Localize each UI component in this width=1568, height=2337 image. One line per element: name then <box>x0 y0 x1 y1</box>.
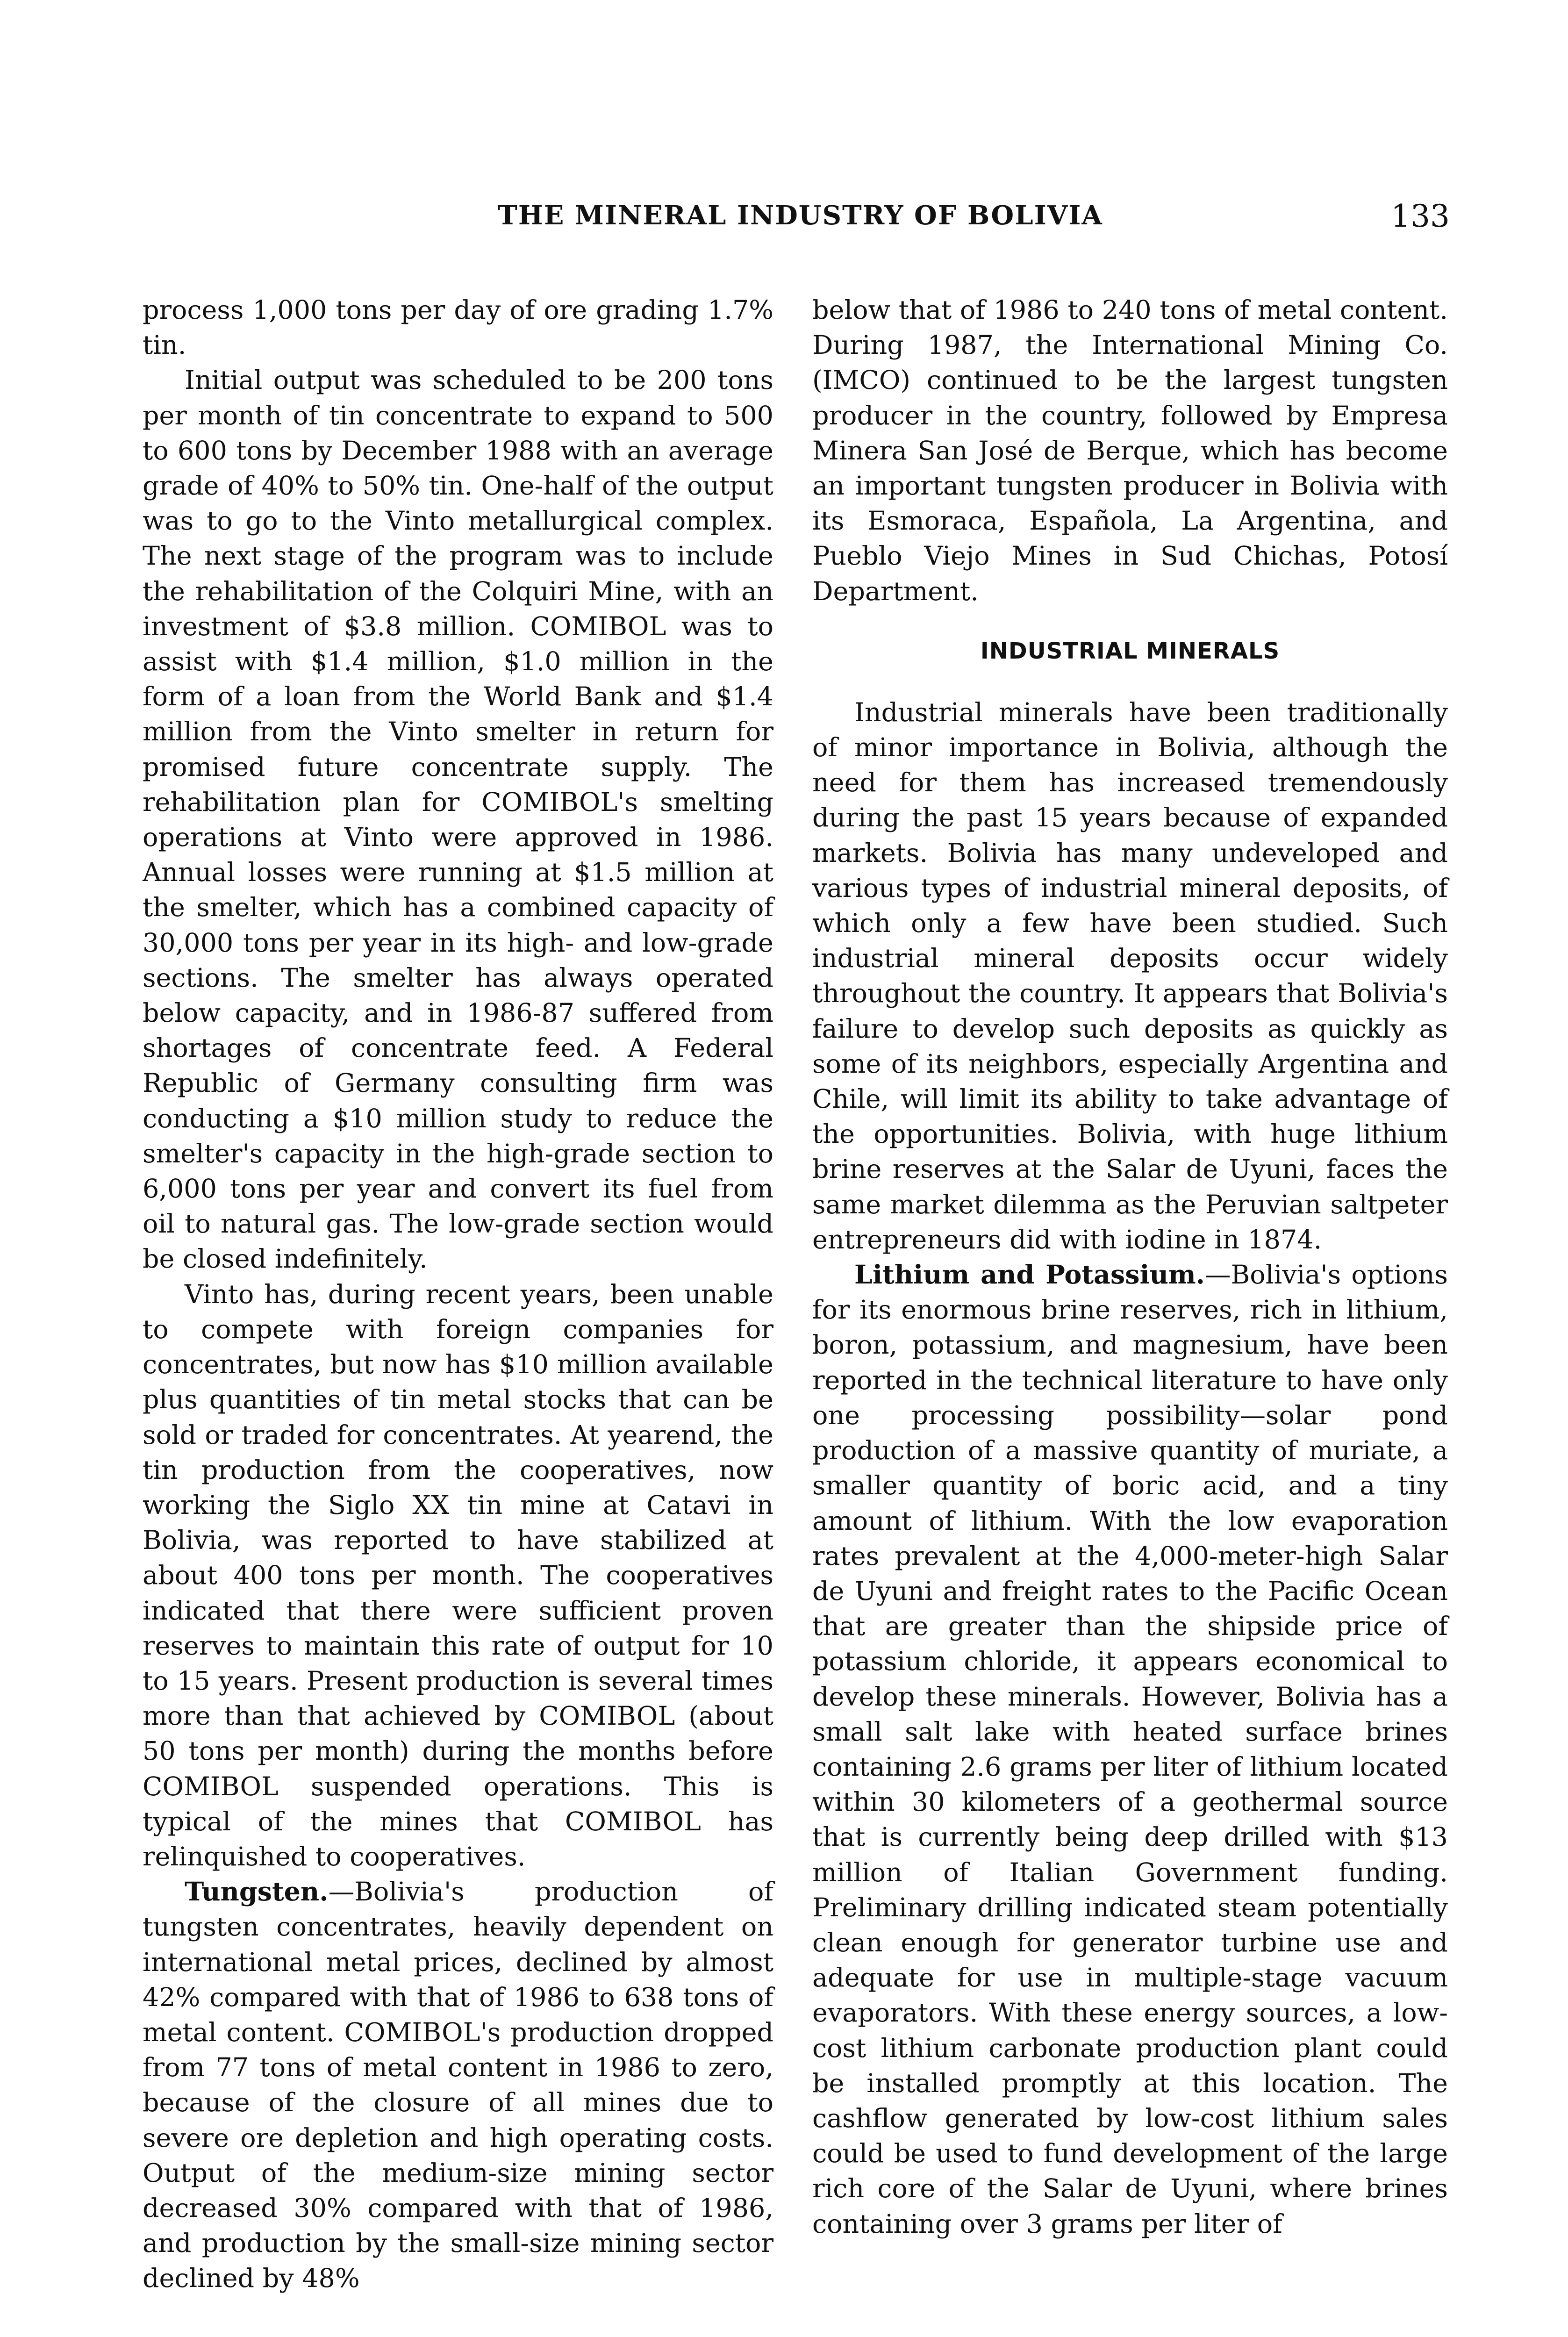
run-in-heading-tungsten: Tungsten. <box>185 1877 329 1907</box>
run-in-heading-lithium: Lithium and Potassium. <box>854 1260 1205 1290</box>
left-column <box>143 293 773 2296</box>
paragraph-tungsten-continued: below that of 1986 to 240 tons of metal content. During 1987, the International Mining Co. (IMCO) continued to be the largest tungsten producer in the country, followed by Empresa Minera San José de Berque, which has become an important tungsten producer in Bolivia with its Esmoraca, Española, La Argentina, and Pueblo Viejo Mines in Sud Chichas, Potosí Department. <box>812 295 1448 607</box>
paragraph-continuation: process 1,000 tons per day of ore grading 1.7% tin. <box>143 295 773 361</box>
paragraph-industrial-minerals: Industrial minerals have been traditionally of minor importance in Bolivia, although the need for them has increased tremendously during the past 15 years because of expanded markets. Bolivia has many undeveloped and various types of industrial mineral deposits, of which only a few have been studied. Such industrial mineral deposits occur widely throughout the country. It appears that Bolivia's failure to develop such deposits as quickly as some of its neighbors, especially Argentina and Chile, will limit its ability to take advantage of the opportunities. Bolivia, with huge lithium brine reserves at the Salar de Uyuni, faces the same market dilemma as the Peruvian saltpeter entrepreneurs did with iodine in 1874. <box>812 697 1448 1255</box>
paragraph-initial-output: Initial output was scheduled to be 200 tons per month of tin concentrate to expand to 500 to 600 tons by December 1988 with an average grade of 40% to 50% tin. One-half of the output was to go to the Vinto metallurgical complex. The next stage of the program was to include the rehabilitation of the Colquiri Mine, with an investment of $3.8 million. COMIBOL was to assist with $1.4 million, $1.0 million in the form of a loan from the World Bank and $1.4 million from the Vinto smelter in return for promised future concentrate supply. The rehabilitation plan for COMIBOL's smelting operations at Vinto were approved in 1986. Annual losses were running at $1.5 million at the smelter, which has a combined capacity of 30,000 tons per year in its high- and low-grade sections. The smelter has always operated below capacity, and in 1986-87 suffered from shortages of concentrate feed. A Federal Republic of Germany consulting firm was conducting a $10 million study to reduce the smelter's capacity in the high-grade section to 6,000 tons per year and convert its fuel from oil to natural gas. The low-grade section would be closed indefinitely. <box>143 365 773 1275</box>
page-number: 133 <box>1391 198 1450 234</box>
paragraph-tungsten-text: —Bolivia's production of tungsten concentrates, heavily dependent on international metal prices, declined by almost 42% compared with that of 1986 to 638 tons of metal content. COMIBOL's production dropped from 77 tons of metal content in 1986 to zero, because of the closure of all mines due to severe ore depletion and high operating costs. Output of the medium-size mining sector decreased 30% compared with that of 1986, and production by the small-size mining sector declined by 48% <box>143 1877 773 2294</box>
paragraph-vinto: Vinto has, during recent years, been unable to compete with foreign companies for concentrates, but now has $10 million available plus quantities of tin metal stocks that can be sold or traded for concentrates. At yearend, the tin production from the cooperatives, now working the Siglo XX tin mine at Catavi in Bolivia, was reported to have stabilized at about 400 tons per month. The cooperatives indicated that there were sufficient proven reserves to maintain this rate of output for 10 to 15 years. Present production is several times more than that achieved by COMIBOL (about 50 tons per month) during the months before COMIBOL suspended operations. This is typical of the mines that COMIBOL has relinquished to cooperatives. <box>143 1279 773 1872</box>
section-heading-industrial-minerals: INDUSTRIAL MINERALS <box>980 638 1280 664</box>
paragraph-lithium-text: —Bolivia's options for its enormous brine reserves, rich in lithium, boron, potassium, and magnesium, have been reported in the technical literature to have only one processing possibility—solar pond production of a massive quantity of muriate, a smaller quantity of boric acid, and a tiny amount of lithium. With the low evaporation rates prevalent at the 4,000-meter-high Salar de Uyuni and freight rates to the Pacific Ocean that are greater than the shipside price of potassium chloride, it appears economical to develop these minerals. However, Bolivia has a small salt lake with heated surface brines containing 2.6 grams per liter of lithium located within 30 kilometers of a geothermal source that is currently being deep drilled with $13 million of Italian Government funding. Preliminary drilling indicated steam potentially clean enough for generator turbine use and adequate for use in multiple-stage vacuum evaporators. With these energy sources, a low-cost lithium carbonate production plant could be installed promptly at this location. The cashflow generated by low-cost lithium sales could be used to fund development of the large rich core of the Salar de Uyuni, where brines containing over 3 grams per liter of <box>812 1260 1448 2239</box>
right-column <box>812 293 1448 2242</box>
paragraph-tungsten <box>143 1874 773 2296</box>
running-header <box>0 200 1568 237</box>
paragraph-lithium-potassium <box>812 1257 1448 2242</box>
running-title: THE MINERAL INDUSTRY OF BOLIVIA <box>498 200 1103 231</box>
